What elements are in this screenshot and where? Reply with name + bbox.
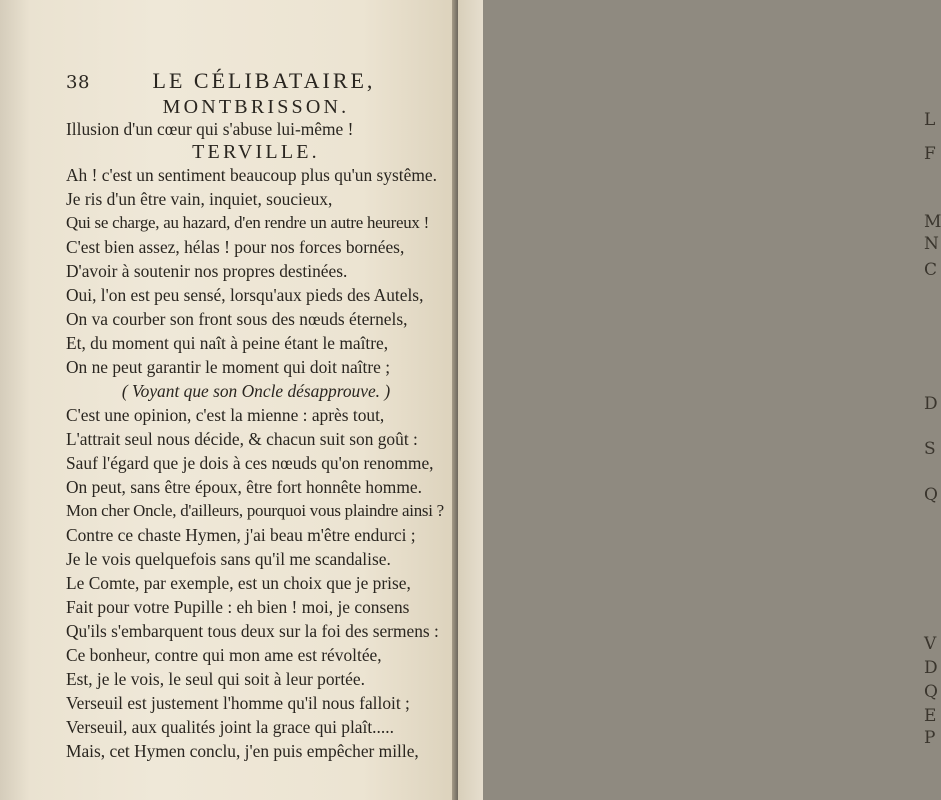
- verse-line: Qu'ils s'embarquent tous deux sur la foi des sermens :: [66, 621, 439, 641]
- next-page-fragment: D: [924, 394, 938, 414]
- next-page-fragment: D: [924, 658, 938, 678]
- next-page-fragment: M: [924, 212, 941, 232]
- verse-line: On va courber son front sous des nœuds éternels,: [66, 309, 408, 329]
- verse-line: Oui, l'on est peu sensé, lorsqu'aux pieds des Autels,: [66, 285, 424, 305]
- next-page-strip: [458, 0, 941, 800]
- verse-line: Sauf l'égard que je dois à ces nœuds qu'on renomme,: [66, 453, 434, 473]
- next-page-fragment: P: [924, 728, 936, 748]
- page-header: [66, 66, 446, 94]
- verse-line: Mon cher Oncle, d'ailleurs, pourquoi vous plaindre ainsi ?: [66, 501, 444, 520]
- verse-line: Et, du moment qui naît à peine étant le maître,: [66, 333, 389, 353]
- stage-direction: ( Voyant que son Oncle désapprouve. ): [121, 381, 391, 401]
- next-page-fragment: Q: [924, 682, 938, 702]
- verse-line: Verseuil, aux qualités joint la grace qui plaît.....: [66, 717, 394, 737]
- next-page-fragment: L: [924, 110, 936, 130]
- verse-line: Est, je le vois, le seul qui soit à leur portée.: [66, 669, 365, 689]
- speaker-name: MONTBRISSON.: [162, 96, 350, 118]
- verse-line: Ce bonheur, contre qui mon ame est révoltée,: [66, 645, 382, 665]
- verse-line: Le Comte, par exemple, est un choix que je prise,: [66, 573, 411, 593]
- next-page-fragment: S: [924, 439, 936, 459]
- gutter-shadow: [0, 0, 30, 800]
- verse-line: C'est bien assez, hélas ! pour nos forces bornées,: [66, 237, 405, 257]
- verse-line: C'est une opinion, c'est la mienne : après tout,: [66, 405, 385, 425]
- verse-line: Verseuil est justement l'homme qu'il nous falloit ;: [66, 693, 410, 713]
- next-page-fragment: F: [924, 144, 936, 164]
- verse-line: Je ris d'un être vain, inquiet, soucieux,: [66, 189, 333, 209]
- next-page-fragment: V: [924, 634, 937, 654]
- next-page-fragment: Q: [924, 485, 938, 505]
- verse-line: Ah ! c'est un sentiment beaucoup plus qu'un systême.: [66, 165, 437, 185]
- running-title: LE CÉLIBATAIRE,: [152, 68, 376, 93]
- verse-line: On ne peut garantir le moment qui doit naître ;: [66, 357, 391, 377]
- next-page-fragment: E: [924, 706, 937, 726]
- speaker-name: TERVILLE.: [192, 141, 320, 163]
- verse-line: D'avoir à soutenir nos propres destinées.: [66, 261, 348, 281]
- verse-line: Qui se charge, au hazard, d'en rendre un autre heureux !: [66, 213, 429, 232]
- verse-line: Mais, cet Hymen conclu, j'en puis empêcher mille,: [66, 741, 419, 761]
- next-page-fragment: N: [924, 234, 939, 254]
- verse-line: On peut, sans être époux, être fort honnête homme.: [66, 477, 422, 497]
- verse-line: Illusion d'un cœur qui s'abuse lui-même !: [66, 119, 354, 139]
- verse-line: Fait pour votre Pupille : eh bien ! moi, je consens: [66, 597, 410, 617]
- next-page-fragment: C: [924, 260, 938, 280]
- verse-line: Je le vois quelquefois sans qu'il me scandalise.: [66, 549, 391, 569]
- verse-line: L'attrait seul nous décide, & chacun suit son goût :: [66, 429, 418, 449]
- page-number: 38: [66, 72, 90, 93]
- book-page: [0, 0, 452, 800]
- verse-line: Contre ce chaste Hymen, j'ai beau m'être endurci ;: [66, 525, 416, 545]
